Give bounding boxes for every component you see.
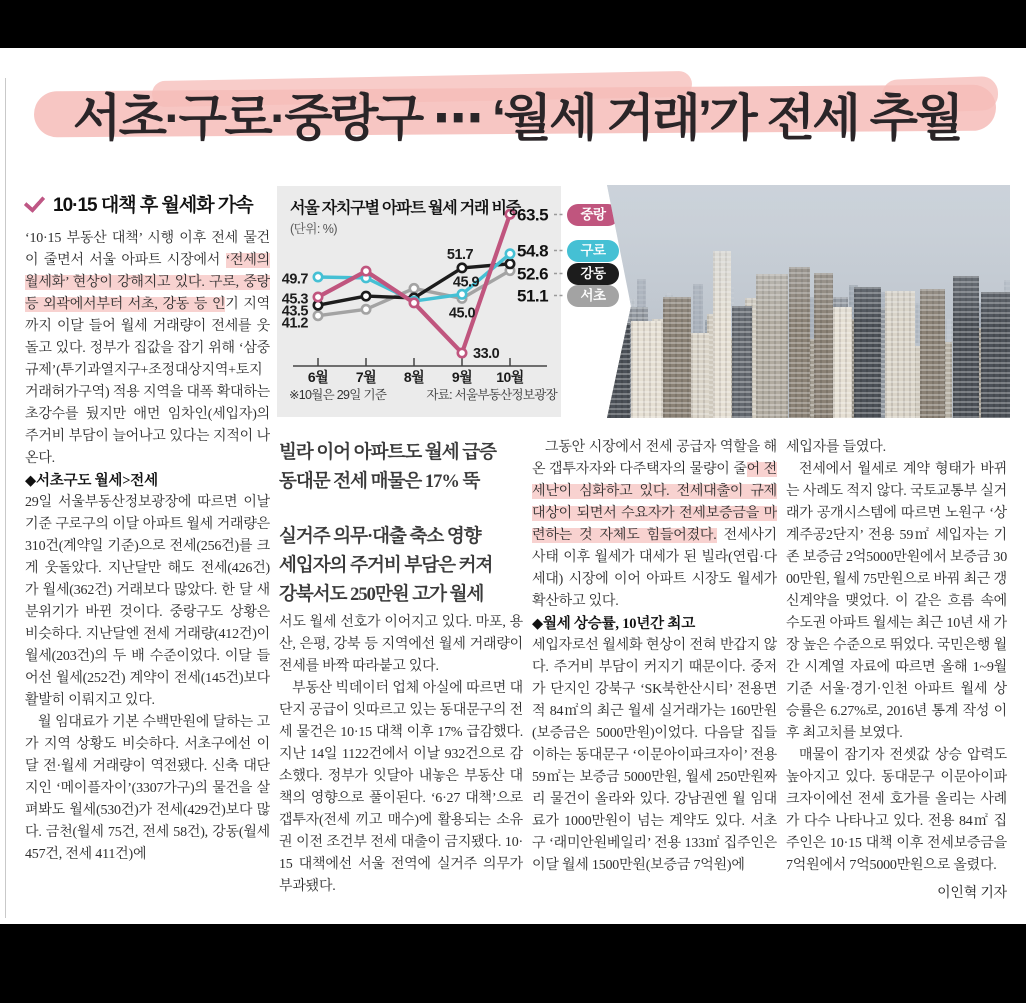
chart-unit-label: (단위: %) xyxy=(290,222,338,236)
chart-source: 자료: 서울부동산정보광장 xyxy=(426,388,557,402)
bottom-letterbox-bar xyxy=(0,924,1026,1003)
check-icon xyxy=(24,190,46,212)
section-subhead: ◆월세 상승률, 10년간 최고 xyxy=(532,616,696,632)
highlighted-text: 어 전세난이 심화하고 있다. 전세대출이 규제 대상이 되면서 수요자가 전세보증금을 마련하는 것 자체도 힘들어졌다. xyxy=(532,462,777,543)
deck-line: 동대문 전세 매물은 17% 뚝 xyxy=(279,472,480,492)
value-label: 51.7 xyxy=(446,246,474,263)
paragraph xyxy=(532,437,777,613)
column-3 xyxy=(532,437,777,915)
latest-value-label: 63.5 xyxy=(517,205,549,225)
column-4 xyxy=(786,437,1007,915)
data-point xyxy=(314,312,322,320)
deck-headline-group xyxy=(279,523,525,610)
data-point xyxy=(314,293,322,301)
value-label: 41.2 xyxy=(281,315,308,332)
headline: 서초·구로·중랑구 ⋯ ‘월세 거래’가 전세 추월 xyxy=(72,90,962,146)
deck-line: 세입자의 주거비 부담은 커져 xyxy=(279,556,493,576)
x-tick-label: 9월 xyxy=(451,369,473,385)
legend-badge-구로: 구로 xyxy=(567,240,619,262)
latest-value-label: 54.8 xyxy=(517,241,549,261)
paragraph: 전세에서 월세로 계약 형태가 바뀌는 사례도 적지 않다. 국토교통부 실거래가 공개시스템에 따르면 노원구 ‘상계주공2단지’ 전용 59㎡ 세입자는 기존 보증금 2억5000만원에서 보증금 3000만원, 월세 75만원으로 바꿔 최근 갱신계약을 맺었다. 이 같은 흐름 속에 수도권 아파트 월세는 최근 10년 새 가장 높은 수준으로 뛰었다. 국민은행 월간 시계열 자료에 따르면 올해 1~9월 기준 서울·경기·인천 아파트 월세 상승률은 6.27%로, 2016년 통계 작성 이후 최고치를 보였다. xyxy=(786,462,1007,741)
column-2 xyxy=(279,612,523,912)
byline: 이인혁 기자 xyxy=(937,886,1007,901)
aerial-photo xyxy=(607,185,1010,418)
photo-haze-overlay xyxy=(607,185,1010,418)
paragraph: 부동산 빅데이터 업체 아실에 따르면 대단지 공급이 잇따르고 있는 동대문구의 전세 물건은 10·15 대책 이후 17% 급감했다. 지난 14일 1122건에서 이날 932건으로 감소했다. 정부가 잇달아 내놓은 부동산 대책의 영향으로 풀이된다. ‘6·27 대책’으로 갭투자(전세 끼고 매수)에 활용되는 소유권 이전 조건부 전세 대출이 금지됐다. 10·15 대책에선 서울 전역에 실거주 의무가 부과됐다. xyxy=(279,681,523,894)
value-label: 43.5 xyxy=(281,303,308,320)
data-point xyxy=(506,260,514,268)
deck-line: 실거주 의무·대출 축소 영향 xyxy=(279,527,481,547)
kicker xyxy=(25,190,285,217)
value-label: 45.3 xyxy=(281,291,308,308)
data-point xyxy=(458,349,466,357)
value-label: 33.0 xyxy=(473,346,500,362)
x-tick-label: 8월 xyxy=(403,369,425,385)
legend-badge-서초: 서초 xyxy=(567,285,619,307)
latest-value-label: 51.1 xyxy=(517,286,549,306)
paragraph: 매물이 잠기자 전셋값 상승 압력도 높아지고 있다. 동대문구 이문아이파크자이에선 전세 호가를 올리는 사례가 다수 나타나고 있다. 전용 84㎡ 집주인은 10·15 대책 이후 전세보증금을 7억원에서 7억5000만원으로 올렸다. xyxy=(786,748,1007,873)
highlighted-text: ‘전세의 월세화’ 현상이 강해지고 있다. 구로, 중랑 등 외곽에서부터 서초, 강동 등 인 xyxy=(25,253,270,312)
data-point xyxy=(362,305,370,313)
data-point xyxy=(410,299,418,307)
data-point xyxy=(458,290,466,298)
legend-badge-중랑: 중랑 xyxy=(567,204,619,226)
value-label: 49.7 xyxy=(281,271,308,288)
text-segment: 기 지역까지 이달 들어 월세 거래량이 전세를 웃돌고 있다. 정부가 집값을 잡기 위해 ‘삼중 규제’(투기과열지구+조정대상지역+토지거래허가구역) 적용 지역을 대폭 확대하는 초강수를 뒀지만 애먼 임차인(세입자)의 주거비 부담이 늘어나고 있다는 지적이 나온다. xyxy=(25,297,270,466)
paragraph: 29일 서울부동산정보광장에 따르면 이날 기준 구로구의 이달 아파트 월세 거래량은 310건(계약일 기준)으로 전세(256건)를 크게 웃돌았다. 지난달만 해도 전세(426건)가 월세(362건) 거래보다 많았다. 한 달 새 분위기가 바뀐 것이다. 중랑구도 상황은 비슷하다. 지난달엔 전세 거래량(412건)이 월세(203건)의 두 배 수준이었다. 이달 들어선 월세(252건) 계약이 전세(145건)보다 활발히 이뤄지고 있다. xyxy=(25,495,270,708)
section-subhead: ◆서초구도 월세>전세 xyxy=(25,473,158,489)
paragraph: 월 임대료가 기본 수백만원에 달하는 고가 지역 상황도 비슷하다. 서초구에선 이달 전·월세 거래량이 역전됐다. 신축 대단지인 ‘메이플자이’(3307가구)의 물건을 살펴봐도 월세(530건)가 전세(429건)보다 많다. 금천(월세 75건, 전세 58건), 강동(월세 457건, 전세 411건)에 xyxy=(25,715,270,862)
data-point xyxy=(410,284,418,292)
data-point xyxy=(506,250,514,258)
headline-block xyxy=(22,70,1012,162)
column-2-decks xyxy=(279,439,525,636)
paragraph xyxy=(25,228,270,470)
deck-line: 강북서도 250만원 고가 월세 xyxy=(279,585,484,605)
legend-badge-강동: 강동 xyxy=(567,263,619,285)
page-edge-rule xyxy=(5,78,6,918)
top-letterbox-bar xyxy=(0,0,1026,48)
data-point xyxy=(458,264,466,272)
value-label: 45.0 xyxy=(448,305,476,322)
text-segment: 그동안 시장에서 전세 공급자 역할을 해온 갭투자자와 다주택자의 물량이 줄 xyxy=(532,440,777,477)
text-segment: 전세사기 사태 이후 월세가 대세가 된 빌라(연립·다세대) 시장에 이어 아파트 시장도 월세가 확산하고 있다. xyxy=(532,528,777,609)
kicker-title: 10·15 대책 후 월세화 가속 xyxy=(53,195,253,216)
data-point xyxy=(362,267,370,275)
data-point xyxy=(362,292,370,300)
deck-headline-group xyxy=(279,439,525,497)
latest-value-label: 52.6 xyxy=(517,264,549,284)
paragraph: 세입자를 들였다. xyxy=(786,440,886,455)
x-tick-label: 10월 xyxy=(496,369,524,385)
data-point xyxy=(314,273,322,281)
x-tick-label: 6월 xyxy=(307,369,329,385)
paragraph: 세입자로선 월세화 현상이 전혀 반갑지 않다. 주거비 부담이 커지기 때문이다. 중저가 단지인 강북구 ‘SK북한산시티’ 전용면적 84㎡의 최근 월세 실거래가는 160만원(보증금은 5000만원)이었다. 다음달 집들이하는 동대문구 ‘이문아이파크자이’ 전용 59㎡는 보증금 5000만원, 월세 250만원짜리 물건이 올라와 있다. 강남권엔 월 임대료가 1000만원이 넘는 계약도 있다. 서초구 ‘래미안원베일리’ 전용 133㎡ 집주인은 이달 월세 1500만원(보증금 7억원)에 xyxy=(532,638,777,873)
text-segment: ‘10·15 부동산 대책’ 시행 이후 전세 물건이 줄면서 서울 아파트 시장에서 xyxy=(25,231,270,268)
column-1 xyxy=(25,228,270,922)
value-label: 45.9 xyxy=(452,274,480,291)
deck-line: 빌라 이어 아파트도 월세 급증 xyxy=(279,443,496,463)
chart-title: 서울 자치구별 아파트 월세 거래 비중 xyxy=(290,200,521,217)
paragraph: 서도 월세 선호가 이어지고 있다. 마포, 용산, 은평, 강북 등 지역에선 월세 거래량이 전세를 바짝 따라붙고 있다. xyxy=(279,615,523,674)
chart-container xyxy=(275,183,627,425)
x-tick-label: 7월 xyxy=(355,369,377,385)
chart-footnote: ※10월은 29일 기준 xyxy=(289,388,387,402)
